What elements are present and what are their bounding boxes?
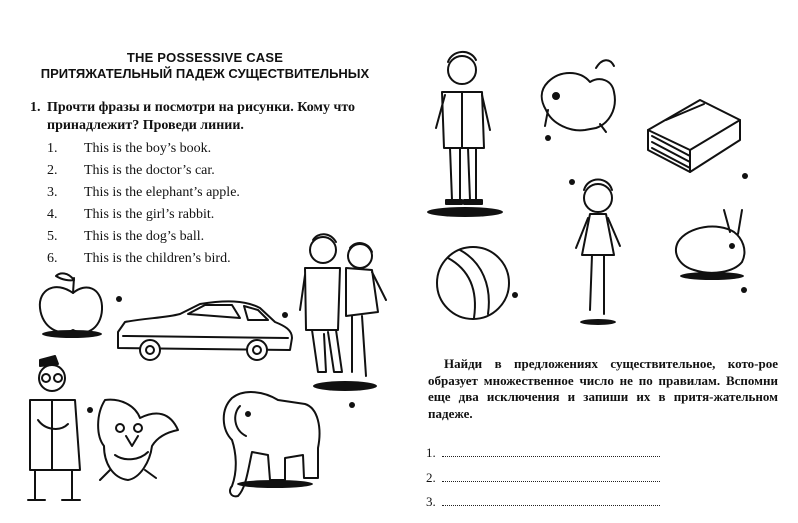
children-picture: [300, 234, 386, 391]
match-dot: [512, 292, 518, 298]
task-number: 1.: [30, 100, 41, 115]
list-item: 6. This is the children’s bird.: [47, 251, 231, 266]
rabbit-picture: [676, 210, 744, 280]
match-dot: [545, 135, 551, 141]
exercise-instruction: Найди в предложениях существительное, кото-рое образует множественное число не по правилам. Вспомни еще два исключения и запиши их в притя-жательном падеже.: [428, 356, 778, 421]
task-text: Прочти фразы и посмотри на рисунки. Кому что принадлежит? Проведи линии.: [47, 100, 356, 133]
bird-picture: [98, 400, 178, 480]
list-item: 3. This is the elephant’s apple.: [47, 185, 240, 200]
match-dot: [742, 173, 748, 179]
match-dot: [349, 402, 355, 408]
match-dot: [87, 407, 93, 413]
match-dot: [116, 296, 122, 302]
elephant-picture: [224, 392, 320, 496]
answer-line[interactable]: 1.: [426, 445, 660, 461]
list-item: 1. This is the boy’s book.: [47, 141, 212, 156]
match-dot: [282, 312, 288, 318]
apple-picture: [40, 273, 102, 338]
title-russian: ПРИТЯЖАТЕЛЬНЫЙ ПАДЕЖ СУЩЕСТВИТЕЛЬНЫХ: [40, 66, 370, 81]
dog-picture: [542, 60, 615, 132]
title-english: THE POSSESSIVE CASE: [126, 50, 284, 65]
girl-picture: [576, 180, 620, 326]
list-item: 5. This is the dog’s ball.: [47, 229, 205, 244]
boy-picture: [427, 52, 503, 217]
ball-picture: [437, 247, 509, 319]
car-picture: [118, 301, 292, 360]
list-item: 2. This is the doctor’s car.: [47, 163, 215, 178]
book-picture: [648, 100, 740, 172]
answer-line[interactable]: 2.: [426, 470, 660, 486]
match-dot: [741, 287, 747, 293]
answer-line[interactable]: 3.: [426, 494, 660, 510]
match-dot: [569, 179, 575, 185]
doctor-picture: [28, 356, 80, 500]
list-item: 4. This is the girl’s rabbit.: [47, 207, 215, 222]
